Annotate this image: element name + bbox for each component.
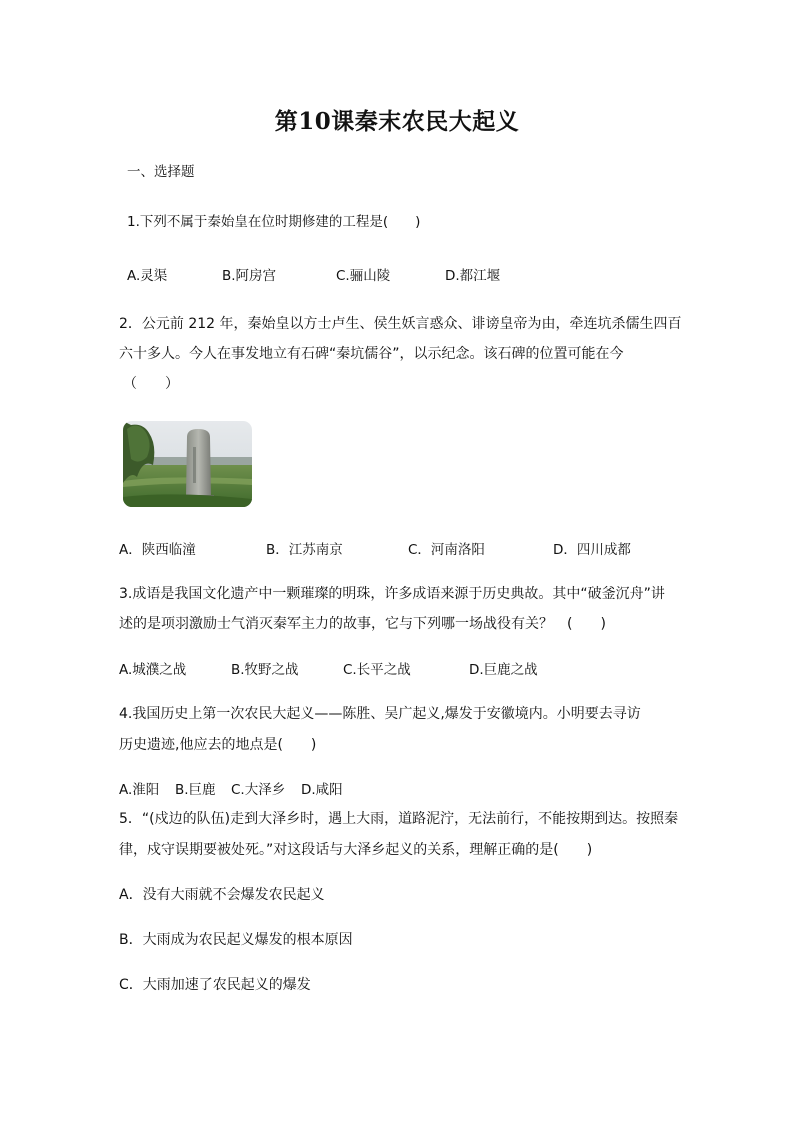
- question-3-option-c: C.长平之战: [343, 662, 411, 678]
- question-2-line-2: 六十多人。今人在事发地立有石碑“秦坑儒谷”，以示纪念。该石碑的位置可能在今: [119, 346, 624, 362]
- question-5-option-b: B．大雨成为农民起义爆发的根本原因: [119, 932, 353, 948]
- question-3-option-a: A.城濮之战: [119, 662, 187, 678]
- question-4-line-2: 历史遗迹,他应去的地点是( ): [119, 737, 317, 753]
- question-2-option-d: D．四川成都: [553, 542, 631, 558]
- question-2-line-3: （ ）: [123, 376, 179, 392]
- question-3-line-1: 3.成语是我国文化遗产中一颗璀璨的明珠，许多成语来源于历史典故。其中“破釜沉舟”讲: [119, 586, 665, 602]
- question-2-option-a: A．陕西临潼: [119, 542, 196, 558]
- question-4-option-b: B.巨鹿: [175, 782, 216, 798]
- question-3-option-d: D.巨鹿之战: [469, 662, 538, 678]
- question-4-line-1: 4.我国历史上第一次农民大起义——陈胜、吴广起义,爆发于安徽境内。小明要去寻访: [119, 706, 641, 722]
- question-4-option-a: A.淮阳: [119, 782, 160, 798]
- page-title: 第10课秦末农民大起义: [274, 108, 520, 135]
- question-1-option-c: C.骊山陵: [336, 268, 391, 284]
- question-1-option-b: B.阿房宫: [222, 268, 277, 284]
- question-1-option-d: D.都江堰: [445, 268, 501, 284]
- question-3-option-b: B.牧野之战: [231, 662, 299, 678]
- section-heading: 一、选择题: [127, 164, 195, 180]
- question-5-option-c: C．大雨加速了农民起义的爆发: [119, 977, 311, 993]
- question-5-option-a: A．没有大雨就不会爆发农民起义: [119, 887, 325, 903]
- question-2-option-c: C．河南洛阳: [408, 542, 485, 558]
- question-2-line-1: 2．公元前 212 年，秦始皇以方士卢生、侯生妖言惑众、诽谤皇帝为由，牵连坑杀儒生四百: [119, 316, 682, 332]
- question-2-option-b: B．江苏南京: [266, 542, 343, 558]
- question-3-line-2: 述的是项羽激励士气消灭秦军主力的故事，它与下列哪一场战役有关？ ( ): [119, 616, 606, 632]
- question-5-line-2: 律，戍守误期要被处死。”对这段话与大泽乡起义的关系，理解正确的是( ): [119, 842, 593, 858]
- question-5-line-1: 5．“(戍边的队伍)走到大泽乡时，遇上大雨，道路泥泞，无法前行，不能按期到达。按照秦: [119, 811, 679, 827]
- question-1-option-a: A.灵渠: [127, 268, 168, 284]
- question-4-option-d: D.咸阳: [301, 782, 343, 798]
- question-4-option-c: C.大泽乡: [231, 782, 286, 798]
- stone-stele-photo: [123, 421, 252, 507]
- question-1-stem: 1.下列不属于秦始皇在位时期修建的工程是( ): [127, 214, 421, 230]
